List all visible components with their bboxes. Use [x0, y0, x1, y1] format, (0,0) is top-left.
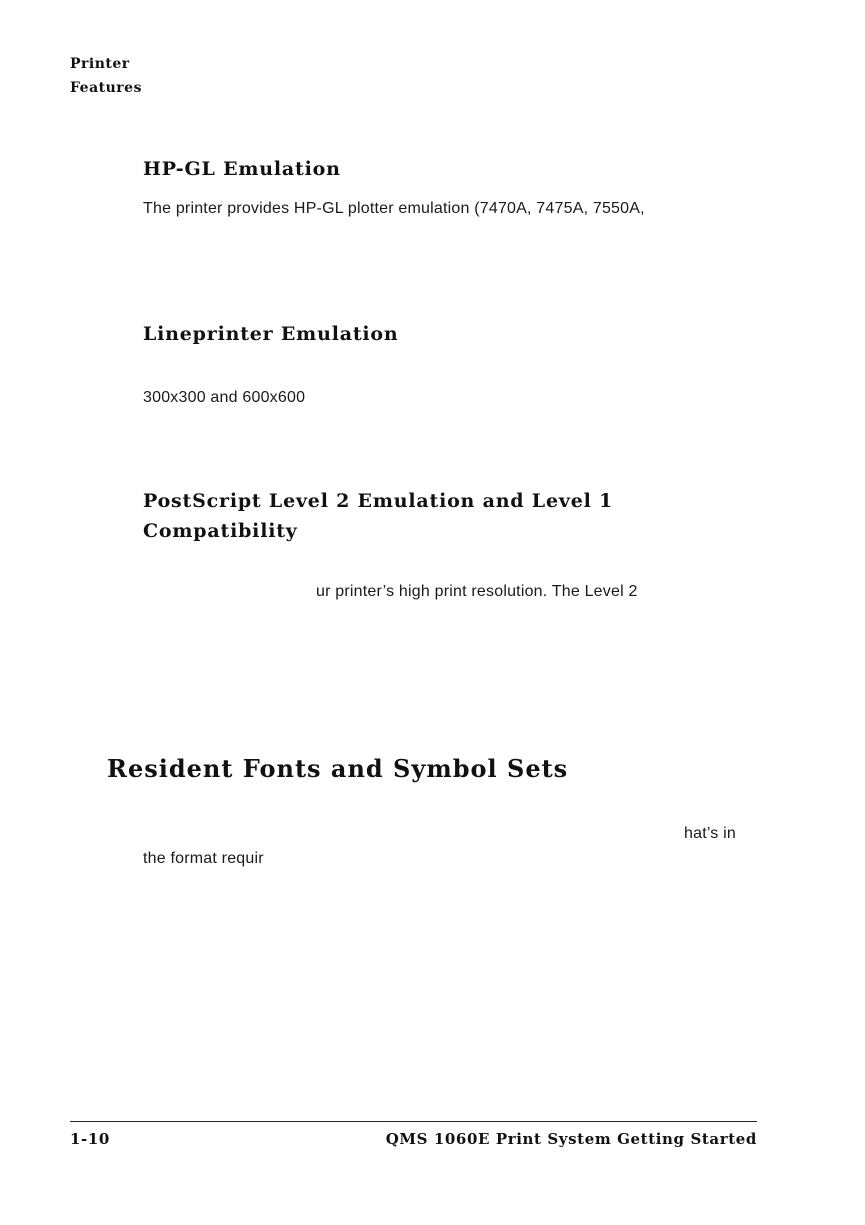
hpgl-text: The printer provides HP-GL plotter emulation (7470A, 7475A, 7550A, — [143, 200, 645, 217]
document-title: QMS 1060E Print System Getting Started — [385, 1130, 757, 1148]
lineprinter-heading: Lineprinter Emulation — [143, 323, 399, 345]
hpgl-heading: HP-GL Emulation — [143, 158, 341, 180]
running-head-line-2: Features — [70, 80, 142, 96]
postscript-heading-line-1: PostScript Level 2 Emulation and Level 1 — [143, 490, 614, 512]
resident-fonts-text-line-1: hat’s in — [684, 825, 737, 842]
running-head — [70, 52, 142, 100]
postscript-text: ur printer’s high print resolution. The Level 2 — [316, 583, 638, 600]
footer-rule — [70, 1121, 757, 1122]
resident-fonts-heading: Resident Fonts and Symbol Sets — [107, 754, 569, 783]
postscript-heading — [143, 486, 613, 546]
running-head-line-1: Printer — [70, 56, 130, 72]
lineprinter-text: 300x300 and 600x600 — [143, 389, 306, 406]
page-number: 1-10 — [70, 1130, 110, 1148]
postscript-heading-line-2: Compatibility — [143, 520, 298, 542]
resident-fonts-text-line-2: the format requir — [143, 850, 264, 867]
